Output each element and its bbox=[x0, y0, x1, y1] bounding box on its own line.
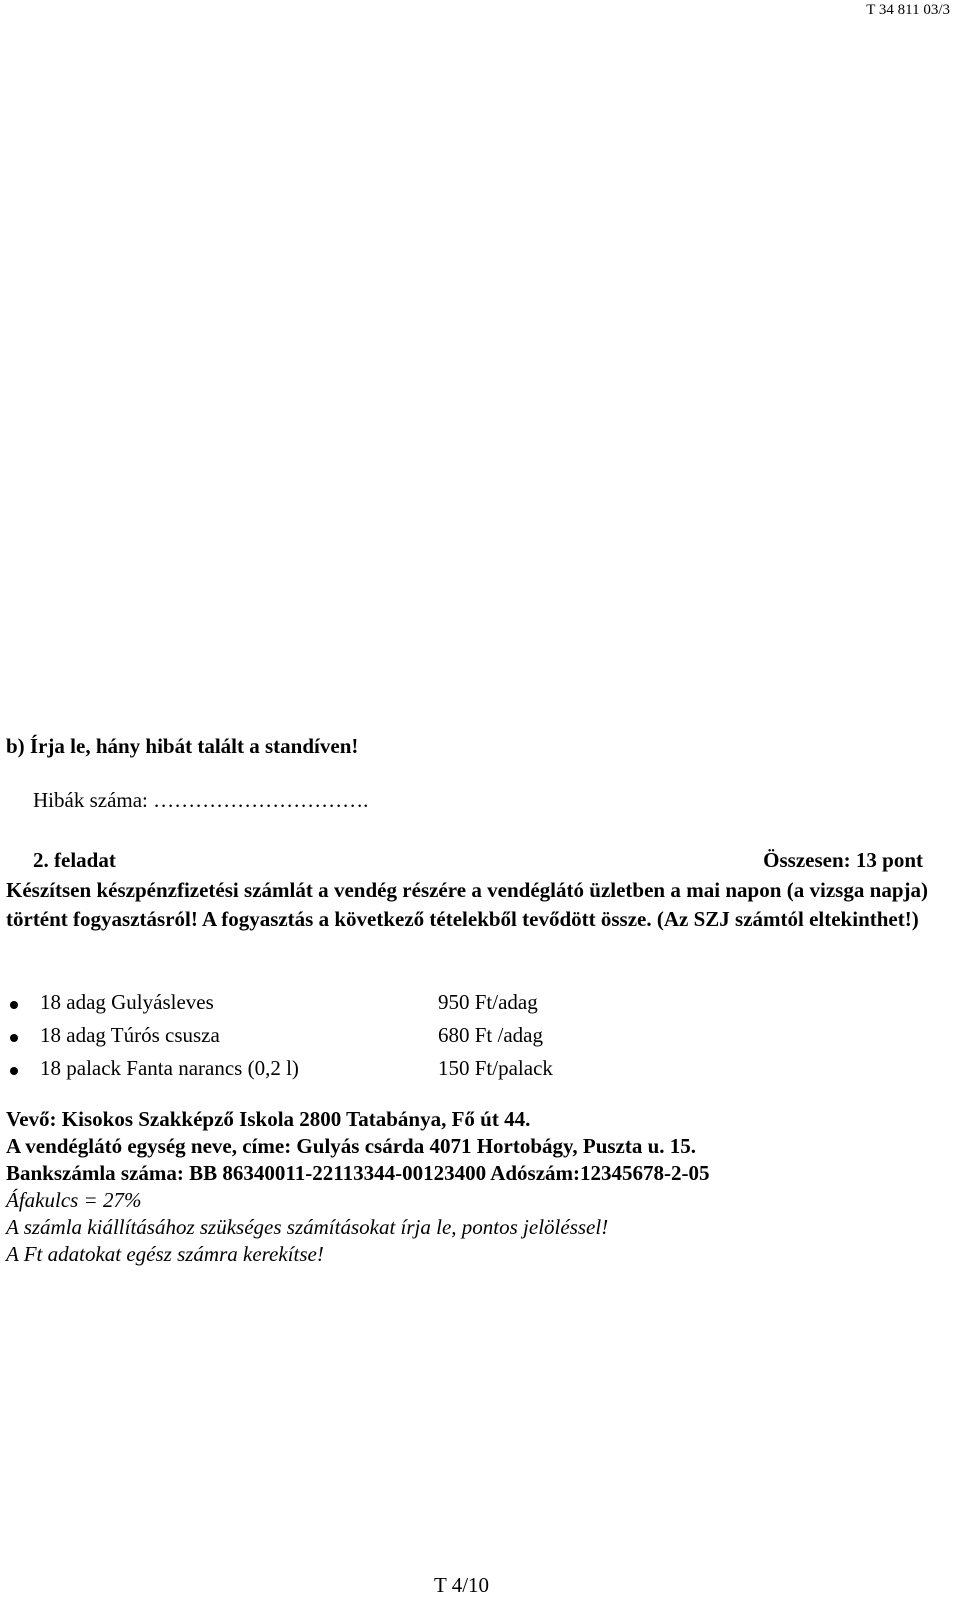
item-price: 950 Ft/adag bbox=[438, 990, 538, 1014]
instruction-line: A számla kiállításához szükséges számításokat írja le, pontos jelöléssel! bbox=[6, 1215, 609, 1239]
list-item bbox=[10, 1056, 710, 1089]
question-b: b) Írja le, hány hibát talált a standíven! bbox=[6, 734, 359, 758]
bullet-icon bbox=[10, 1001, 18, 1009]
task-points: Összesen: 13 pont bbox=[763, 848, 923, 872]
bullet-icon bbox=[10, 1067, 18, 1075]
buyer-line: Vevő: Kisokos Szakképző Iskola 2800 Tatabánya, Fő út 44. bbox=[6, 1107, 531, 1131]
invoice-info bbox=[6, 1106, 710, 1268]
bank-line: Bankszámla száma: BB 86340011-22113344-00123400 Adószám:12345678-2-05 bbox=[6, 1161, 710, 1185]
item-name: 18 adag Túrós csusza bbox=[40, 1023, 220, 1047]
instruction-line: A Ft adatokat egész számra kerekítse! bbox=[6, 1242, 324, 1266]
item-name: 18 palack Fanta narancs (0,2 l) bbox=[40, 1056, 299, 1080]
consumption-item-list bbox=[10, 990, 710, 1089]
venue-line: A vendéglátó egység neve, címe: Gulyás csárda 4071 Hortobágy, Puszta u. 15. bbox=[6, 1134, 697, 1158]
item-name: 18 adag Gulyásleves bbox=[40, 990, 214, 1014]
list-item bbox=[10, 990, 710, 1023]
list-item bbox=[10, 1023, 710, 1056]
task-title: 2. feladat bbox=[33, 848, 116, 872]
task-description: Készítsen készpénzfizetési számlát a vendég részére a vendéglátó üzletben a mai napon (a vizsga napja) történt fogyasztásról! A fogyasztás a következő tételekből tevődött össze. (Az SZJ számtól eltekinthet!) bbox=[6, 878, 928, 931]
item-price: 150 Ft/palack bbox=[438, 1056, 553, 1080]
error-count-answer-line: Hibák száma: …………………………. bbox=[33, 788, 369, 812]
document-code: T 34 811 03/3 bbox=[866, 2, 950, 18]
vat-line: Áfakulcs = 27% bbox=[6, 1188, 142, 1212]
item-price: 680 Ft /adag bbox=[438, 1023, 543, 1047]
page-number: T 4/10 bbox=[434, 1573, 490, 1597]
bullet-icon bbox=[10, 1034, 18, 1042]
